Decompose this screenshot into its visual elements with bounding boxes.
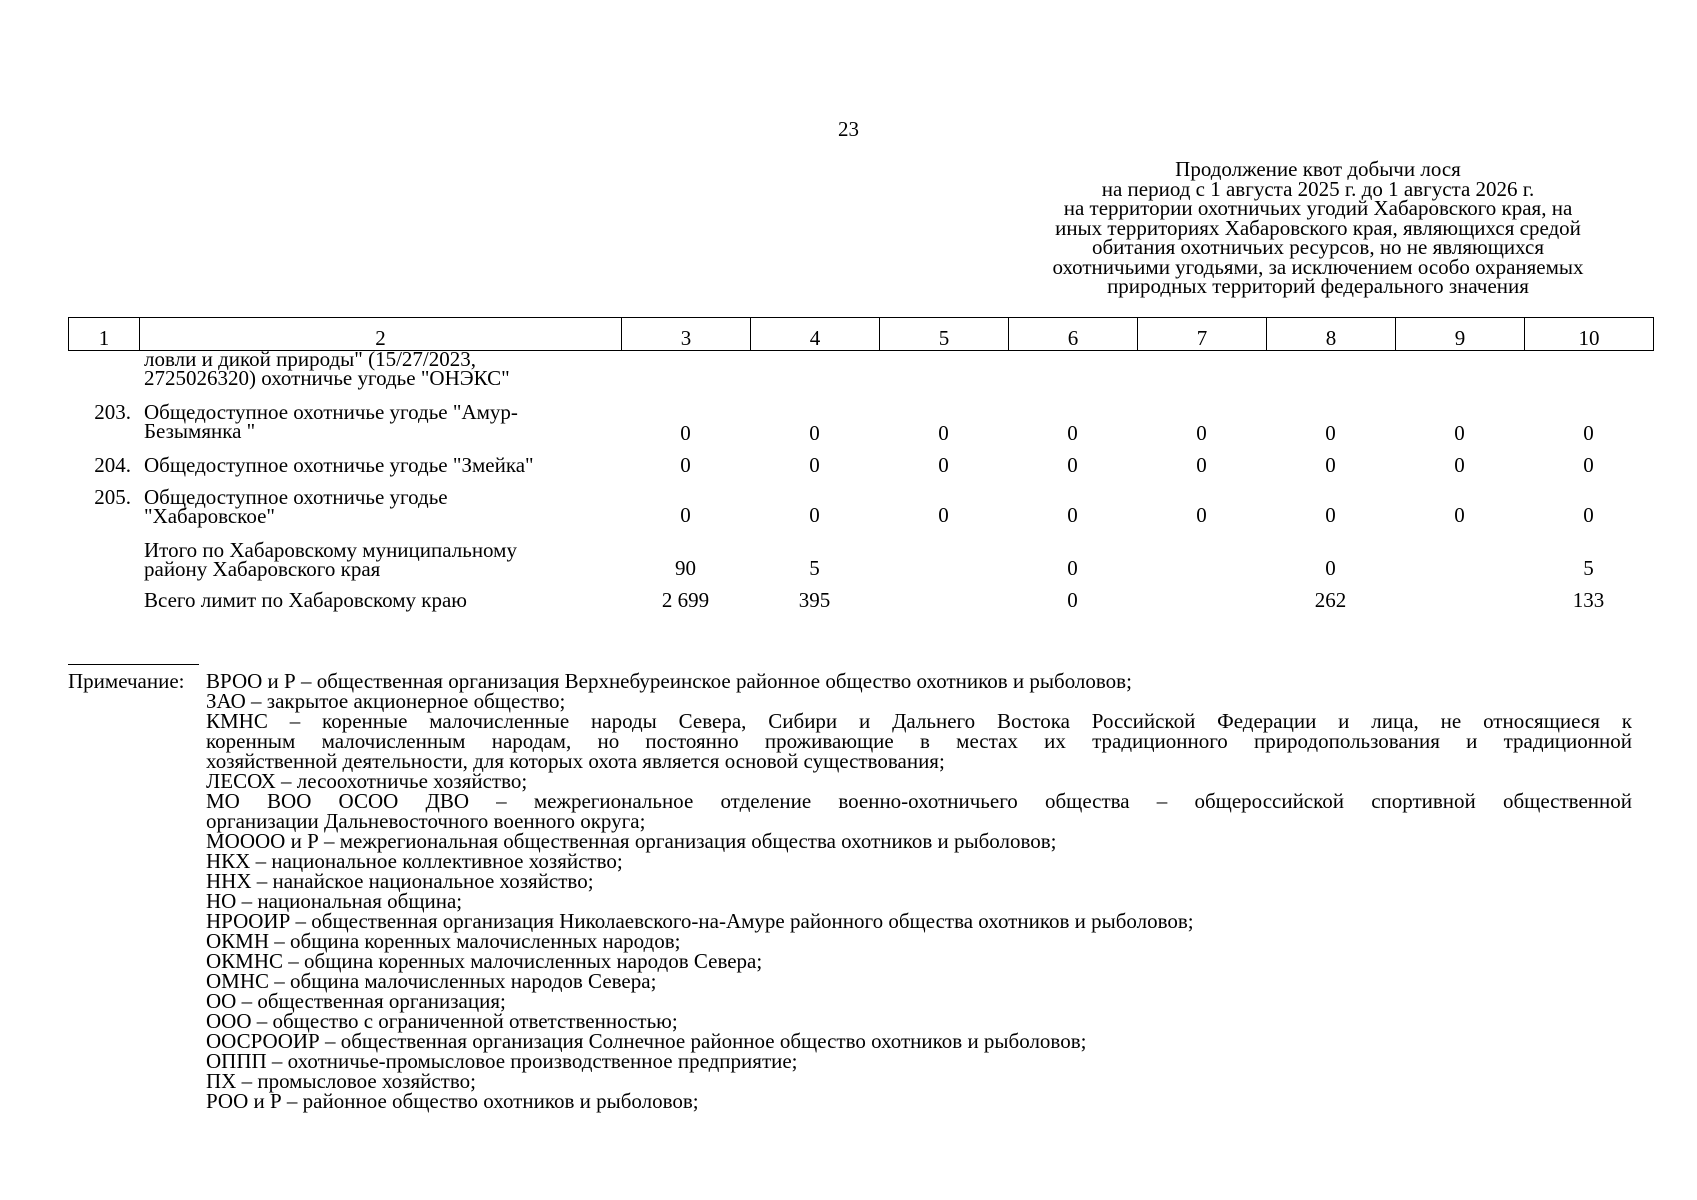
cell-value: 0 <box>1325 421 1336 445</box>
caption-line: обитания охотничьих ресурсов, но не являющихся <box>1091 235 1545 259</box>
column-header: 8 <box>1267 318 1396 351</box>
cell-value: 0 <box>680 421 691 445</box>
cell-value: 0 <box>1067 453 1078 477</box>
note-item: ОО – общественная организация; <box>206 989 506 1013</box>
note-item: НО – национальная община; <box>206 889 463 913</box>
note-item: ОКМН – община коренных малочисленных народов; <box>206 929 681 953</box>
column-header: 7 <box>1138 318 1267 351</box>
cell-value: 0 <box>1196 453 1207 477</box>
note-item: РОО и Р – районное общество охотников и рыболовов; <box>206 1089 699 1113</box>
cell-value: 0 <box>1325 556 1336 580</box>
column-header: 9 <box>1396 318 1525 351</box>
note-item: ННХ – нанайское национальное хозяйство; <box>206 869 594 893</box>
cell-value: 262 <box>1314 588 1347 612</box>
row-number: 203. <box>94 400 131 424</box>
table-header <box>68 317 1654 351</box>
cell-value: 0 <box>1583 453 1594 477</box>
caption-line: охотничьими угодьями, за исключением особо охраняемых <box>1052 254 1584 279</box>
cell-value: 0 <box>1067 588 1078 612</box>
note-item: ООО – общество с ограниченной ответственностью; <box>206 1009 678 1033</box>
row-name: ловли и дикой природы" (15/27/2023, <box>144 347 477 371</box>
cell-value: 0 <box>809 421 820 445</box>
note-item: НКХ – национальное коллективное хозяйство; <box>206 849 623 873</box>
page-number: 23 <box>838 117 859 141</box>
notes-label: Примечание: <box>68 669 185 693</box>
row-name: Итого по Хабаровскому муниципальному <box>144 538 517 562</box>
cell-value: 0 <box>1454 503 1465 527</box>
cell-value: 0 <box>1454 453 1465 477</box>
cell-value: 5 <box>1583 556 1594 580</box>
cell-value: 0 <box>938 453 949 477</box>
cell-value: 0 <box>1325 453 1336 477</box>
cell-value: 5 <box>809 556 820 580</box>
row-name: 2725026320) охотничье угодье "ОНЭКС" <box>144 366 510 390</box>
note-item: НРООИР – общественная организация Николаевского-на-Амуре районного общества охотников и рыболовов; <box>206 909 1194 933</box>
row-name: Общедоступное охотничье угодье <box>144 485 448 509</box>
cell-value: 0 <box>1196 503 1207 527</box>
column-header: 10 <box>1525 318 1654 351</box>
column-header: 2 <box>140 318 622 351</box>
cell-value: 0 <box>1583 503 1594 527</box>
note-item: ОКМНС – община коренных малочисленных народов Севера; <box>206 949 763 973</box>
cell-value: 90 <box>675 556 696 580</box>
note-item: ВРОО и Р – общественная организация Верхнебуреинское районное общество охотников и рыболовов; <box>206 669 1132 693</box>
cell-value: 0 <box>1325 503 1336 527</box>
cell-value: 0 <box>938 503 949 527</box>
column-header: 1 <box>69 318 140 351</box>
table-caption <box>1012 157 1624 298</box>
caption-line: иных территориях Хабаровского края, являющихся средой <box>1055 215 1581 240</box>
row-name: Всего лимит по Хабаровскому краю <box>144 588 467 612</box>
column-header: 3 <box>622 318 751 351</box>
row-name: Общедоступное охотничье угодье "Змейка" <box>144 453 534 477</box>
caption-line: природных территорий федерального значения <box>1107 274 1529 298</box>
note-item: ОППП – охотничье-промысловое производственное предприятие; <box>206 1049 798 1073</box>
cell-value: 0 <box>1454 421 1465 445</box>
note-item: ЗАО – закрытое акционерное общество; <box>206 689 566 713</box>
cell-value: 0 <box>938 421 949 445</box>
column-header: 5 <box>880 318 1009 351</box>
note-item: МО ВОО ОСОО ДВО – межрегиональное отделение военно-охотничьего общества – общероссийской спортивной общественной <box>206 789 1632 813</box>
cell-value: 0 <box>1067 556 1078 580</box>
cell-value: 0 <box>680 453 691 477</box>
cell-value: 0 <box>1067 421 1078 445</box>
note-item: ПХ – промысловое хозяйство; <box>206 1069 476 1093</box>
cell-value: 0 <box>1196 421 1207 445</box>
row-number: 204. <box>94 453 131 477</box>
cell-value: 0 <box>1067 503 1078 527</box>
cell-value: 2 699 <box>661 588 710 612</box>
row-name: району Хабаровского края <box>144 557 381 581</box>
column-header: 6 <box>1009 318 1138 351</box>
note-item: коренным малочисленным народам, но постоянно проживающие в местах их традиционного природопользования и традиционной <box>206 729 1632 753</box>
caption-line: на период с 1 августа 2025 г. до 1 августа 2026 г. <box>1101 176 1535 201</box>
note-item: ОМНС – община малочисленных народов Севера; <box>206 969 657 993</box>
row-name: "Хабаровское" <box>144 504 275 528</box>
caption-line: Продолжение квот добычи лося <box>1175 157 1461 181</box>
cell-value: 395 <box>798 588 831 612</box>
note-item: МОООО и Р – межрегиональная общественная организация общества охотников и рыболовов; <box>206 829 1057 853</box>
cell-value: 0 <box>809 453 820 477</box>
row-name: Безымянка " <box>144 419 256 443</box>
footnote-separator <box>68 664 199 665</box>
column-header: 4 <box>751 318 880 351</box>
caption-line: на территории охотничьих угодий Хабаровского края, на <box>1063 196 1573 220</box>
note-item: организации Дальневосточного военного округа; <box>206 809 646 833</box>
cell-value: 0 <box>680 503 691 527</box>
cell-value: 133 <box>1572 588 1605 612</box>
note-item: ООСРООИР – общественная организация Солнечное районное общество охотников и рыболовов; <box>206 1029 1087 1053</box>
cell-value: 0 <box>1583 421 1594 445</box>
note-item: хозяйственной деятельности, для которых охота является основой существования; <box>206 749 945 773</box>
note-item: ЛЕСОХ – лесоохотничье хозяйство; <box>206 769 528 793</box>
row-name: Общедоступное охотничье угодье "Амур- <box>144 400 518 424</box>
row-number: 205. <box>94 485 131 509</box>
cell-value: 0 <box>809 503 820 527</box>
note-item: КМНС – коренные малочисленные народы Севера, Сибири и Дальнего Востока Российской Федерации и лица, не относящиеся к <box>206 709 1632 733</box>
